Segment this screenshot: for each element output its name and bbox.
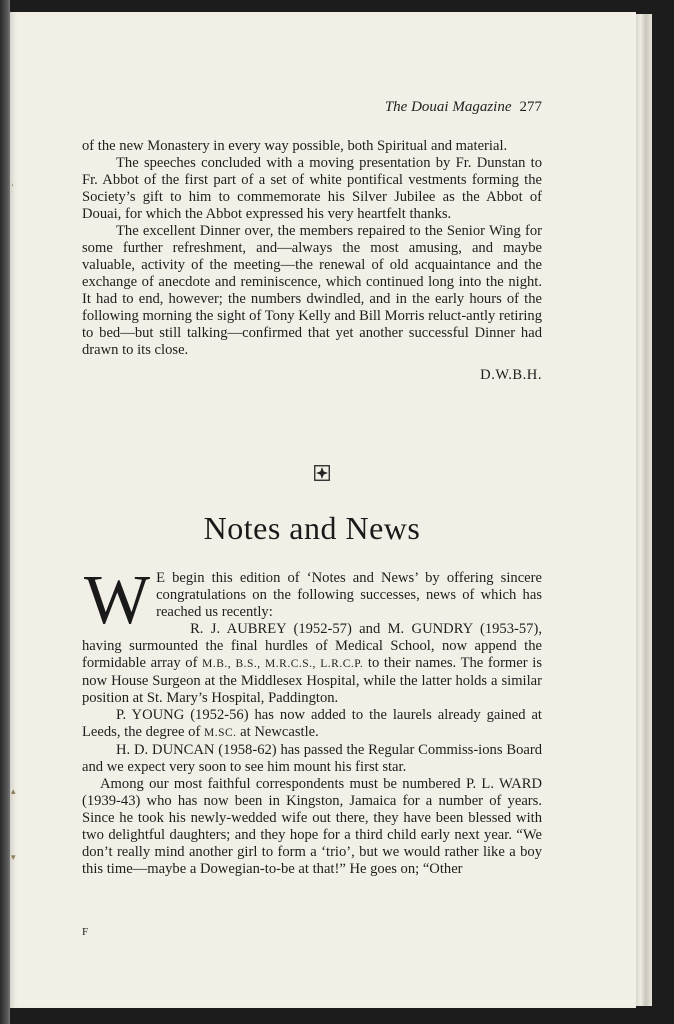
drop-cap: W [84, 562, 147, 639]
paragraph: The speeches concluded with a moving presentation by Fr. Dunstan to Fr. Abbot of the first part of a set of white pontifical vestments forming the Society’s gift to him to commemorate his Silver Jubilee as the Abbot of Douai, for which the Abbot expressed his very heartfelt thanks. [82, 155, 542, 222]
paragraph: The excellent Dinner over, the members repaired to the Senior Wing for some further refreshment, and—always the most amusing, and maybe valuable, activity of the meeting—the renewal of old acquaintance and the exchange of anecdote and reminiscence, which continued long into the night. It had to end, however; the numbers dwindled, and in the early hours of the following morning the sight of Tony Kelly and Bill Morris reluct-antly retiring to bed—but still talking—confirmed that yet another successful Dinner had drawn to its close. [82, 223, 542, 358]
intro-text: E begin this edition of ‘Notes and News’ by offering sincere congratulations on the following successes, news of which has reached us recently: [156, 570, 542, 620]
text: to their names. The former is now House Surgeon at the Middlesex Hospital, while the latter holds a similar position at St. Mary’s Hospital, Paddington. [82, 655, 542, 706]
book-spine [0, 0, 10, 1024]
paragraph: of the new Monastery in every way possible, both Spiritual and material. [82, 138, 508, 154]
text: at Newcastle. [236, 724, 319, 740]
author-signature: D.W.B.H. [480, 367, 542, 383]
paragraph [82, 621, 542, 707]
signature-mark: F [82, 926, 89, 938]
cross-ornament-icon [314, 465, 330, 481]
paragraph: Among our most faithful correspondents must be numbered P. L. WARD (1939-43) who has now been in Kingston, Jamaica for a number of years. Since he took his newly-wedded wife out there, they have been blessed with two delightful daughters; and they hope for a third child early next year. “We don’t really mind another girl to form a ‘trio’, but we would rather like a boy this time—maybe a Dowegian-to-be at that!” He goes on; “Other [82, 776, 542, 877]
page-number: 277 [519, 99, 542, 115]
degrees: M.B., B.S., M.R.C.S., L.R.C.P. [202, 658, 364, 670]
page-edges [636, 14, 652, 1006]
section-title: Notes and News [203, 510, 421, 546]
paragraph [82, 707, 542, 742]
magazine-title: The Douai Magazine [384, 99, 512, 115]
running-head [330, 99, 542, 116]
paragraph: H. D. DUNCAN (1958-62) has passed the Regular Commiss-ions Board and we expect very soon to see him mount his first star. [82, 742, 542, 775]
margin-mark: ▴ [11, 786, 16, 796]
intro-paragraph [82, 562, 542, 639]
notes-section [82, 562, 542, 878]
margin-mark: ▾ [11, 852, 16, 862]
text: P. YOUNG (1952-56) has now added to the laurels already gained at Leeds, the degree of [82, 707, 542, 740]
degree: M.SC. [203, 727, 237, 739]
top-section [82, 138, 542, 384]
text: R. J. AUBREY (1952-57) and M. GUNDRY (1953-57), having surmounted the final hurdles of Medical School, now append the formidable array of [82, 621, 542, 671]
margin-mark: ‘ [11, 182, 14, 192]
